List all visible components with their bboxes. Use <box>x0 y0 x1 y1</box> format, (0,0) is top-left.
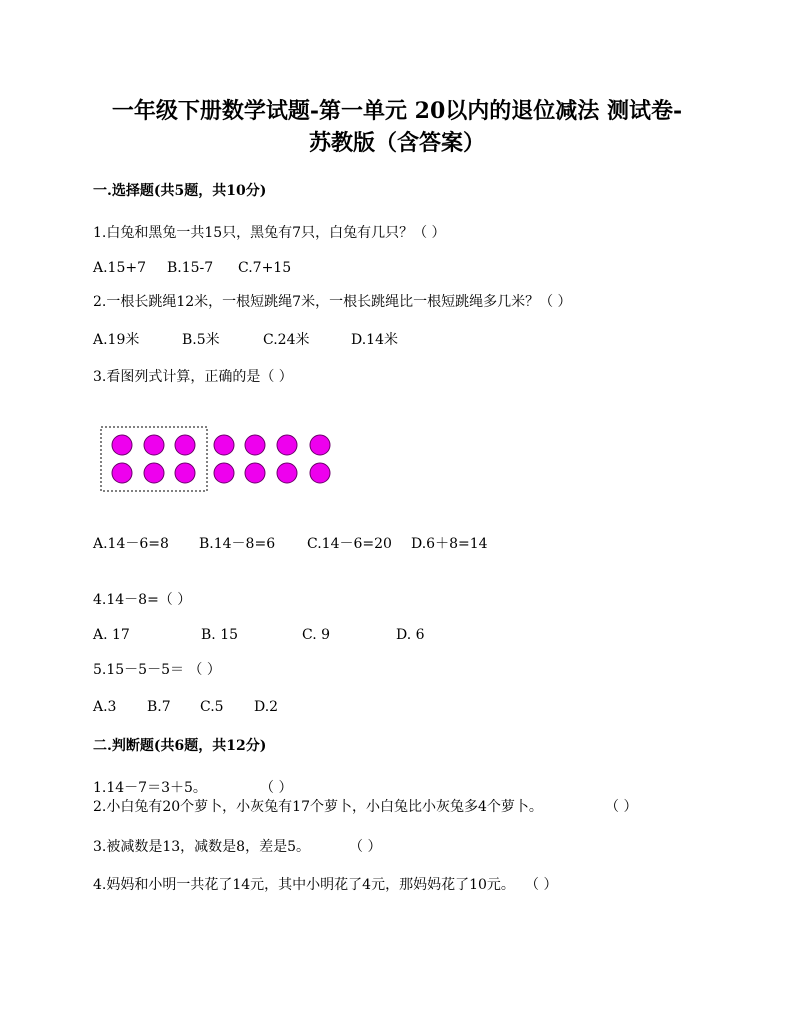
q5-option-d: D.2 <box>254 699 279 715</box>
q2-option-c: C.24米 <box>263 332 310 348</box>
q3-option-d: D.6＋8=14 <box>411 536 488 552</box>
q3-circle <box>310 435 330 455</box>
tf-item-1 <box>93 779 713 797</box>
q4-option-d: D. 6 <box>396 627 425 643</box>
q5-option-a: A.3 <box>93 699 117 715</box>
q1-options <box>93 259 713 277</box>
tf-item-2-text: 2.小白兔有20个萝卜，小灰兔有17个萝卜，小白兔比小灰兔多4个萝卜。 <box>93 799 543 815</box>
doc-title-line-1: 一年级下册数学试题-第一单元 20以内的退位减法 测试卷- <box>111 98 683 124</box>
tf-item-4-paren: （ ） <box>525 877 558 893</box>
q1-option-a: A.15+7 <box>93 260 147 276</box>
tf-item-2 <box>93 798 713 816</box>
tf-item-3 <box>93 838 713 856</box>
q3-circle <box>277 435 297 455</box>
q2-text: 2.一根长跳绳12米，一根短跳绳7米，一根长跳绳比一根短跳绳多几米？（ ） <box>93 294 572 310</box>
q3-option-a: A.14－6=8 <box>93 536 169 552</box>
q3-circle-boxed <box>112 435 132 455</box>
q5-text: 5.15－5－5＝ （ ） <box>93 662 221 678</box>
q2-options <box>93 331 713 349</box>
tf-item-4-text: 4.妈妈和小明一共花了14元，其中小明花了4元，那妈妈花了10元。 <box>93 877 515 893</box>
q2-option-a: A.19米 <box>93 332 140 348</box>
q3-circle <box>310 463 330 483</box>
q2-option-b: B.5米 <box>182 332 220 348</box>
q3-circle <box>277 463 297 483</box>
q4-option-a: A. 17 <box>93 627 130 643</box>
q1-text: 1.白兔和黑兔一共15只，黑兔有7只，白兔有几只？（ ） <box>93 225 446 241</box>
section2-heading: 二.判断题(共6题，共12分) <box>93 738 267 754</box>
q3-circle <box>214 463 234 483</box>
q4-option-c: C. 9 <box>302 627 331 643</box>
tf-item-2-paren: （ ） <box>605 799 638 815</box>
tf-item-1-text: 1.14－7＝3＋5。 <box>93 780 207 796</box>
q3-circle-boxed <box>112 463 132 483</box>
q5-options <box>93 698 713 716</box>
q3-figure-circles <box>100 426 340 492</box>
tf-item-4 <box>93 876 713 894</box>
doc-title-line-2: 苏教版（含答案） <box>308 130 485 156</box>
q4-options <box>93 626 713 644</box>
tf-item-1-paren: （ ） <box>260 780 293 796</box>
q3-circle-boxed <box>144 435 164 455</box>
q3-circle-boxed <box>144 463 164 483</box>
q4-option-b: B. 15 <box>201 627 239 643</box>
tf-item-3-paren: （ ） <box>349 839 382 855</box>
q3-circle-boxed <box>175 435 195 455</box>
q3-option-c: C.14－6=20 <box>307 536 392 552</box>
q3-circle <box>245 435 265 455</box>
section1-heading: 一.选择题(共5题，共10分) <box>93 183 267 199</box>
q3-circle <box>214 435 234 455</box>
q3-circle <box>245 463 265 483</box>
q3-options <box>93 535 713 553</box>
q4-text: 4.14－8=（ ） <box>93 592 192 608</box>
q5-option-c: C.5 <box>200 699 224 715</box>
q5-option-b: B.7 <box>147 699 171 715</box>
tf-item-3-text: 3.被减数是13，减数是8，差是5。 <box>93 839 310 855</box>
q3-text: 3.看图列式计算，正确的是（ ） <box>93 369 293 385</box>
q2-option-d: D.14米 <box>351 332 398 348</box>
q1-option-b: B.15-7 <box>167 260 214 276</box>
q3-circle-boxed <box>175 463 195 483</box>
q1-option-c: C.7+15 <box>238 260 292 276</box>
q3-option-b: B.14－8=6 <box>199 536 276 552</box>
